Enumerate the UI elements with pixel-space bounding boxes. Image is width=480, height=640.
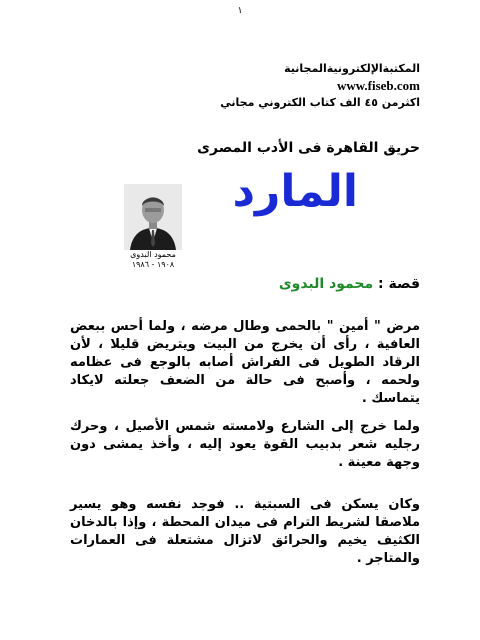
story-label: قصة : [373,276,420,292]
document-subtitle: حريق القاهرة فى الأدب المصرى [197,140,420,156]
author-name: محمود البدوى [278,276,374,292]
paragraph-3: وكان يسكن فى السبتية .. فوجد نفسه وهو يسير ملاصقا لشريط الترام فى ميدان المحطة ، وإذا بالدخان الكثيف يخيم والحرائق لاتزال مشتعلة فى العمارات والمتاجر . [70,497,420,566]
story-byline [279,276,420,292]
header-block [120,60,420,111]
library-name: المكتبةالإلكترونيةالمجانية [284,62,420,75]
page-number: ١ [237,6,243,16]
portrait-signature: محمود البدوى [130,250,176,259]
offer-line: اكثرمن ٤٥ الف كتاب الكتروني مجاني [220,96,420,109]
portrait-years: ١٩٠٨ - ١٩٨٦ [131,260,175,269]
site-link[interactable]: www.fiseb.com [336,78,420,93]
paragraph-2: ولما خرج إلى الشارع ولامسته شمس الأصيل ، وحرك رجليه شعر بدبيب القوة يعود إليه ، وأخذ يمشى دون وجهة معينة . [70,419,420,470]
author-portrait [124,184,182,250]
portrait-caption [118,250,188,270]
portrait-photo-icon [124,184,182,250]
paragraph-1: مرض " أمين " بالحمى وطال مرضه ، ولما أحس ببعض العافية ، رأى أن يخرج من البيت ويتريض قليلا ، لأن الرقاد الطويل فى الفراش أصابه بالوجع فى عظامه ولحمه ، وأصبح فى حالة من الضعف جعلته لايكاد يتماسك . [70,319,420,406]
document-title: المارد [232,166,358,217]
